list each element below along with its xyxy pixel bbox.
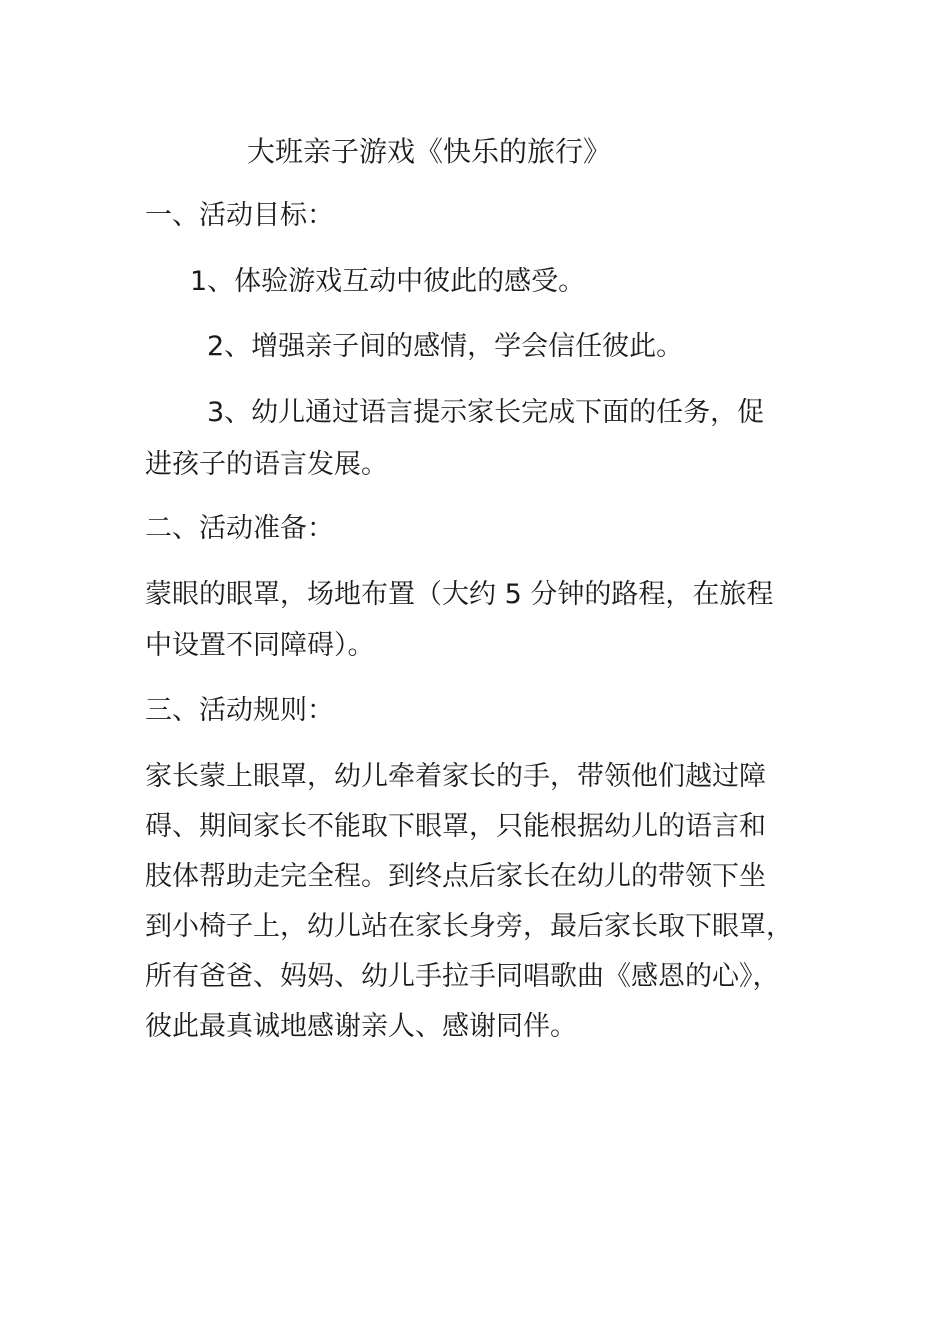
rules-text-line: 碍、期间家长不能取下眼罩，只能根据幼儿的语言和 (145, 811, 766, 842)
section-heading-rules: 三、活动规则： (145, 695, 334, 726)
rules-text-line: 到小椅子上，幼儿站在家长身旁，最后家长取下眼罩， (145, 911, 793, 942)
rules-text-line: 所有爸爸、妈妈、幼儿手拉手同唱歌曲《感恩的心》， (145, 961, 780, 992)
goal-item: 3、幼儿通过语言提示家长完成下面的任务，促 (207, 397, 765, 428)
goal-item-continued: 进孩子的语言发展。 (145, 449, 388, 480)
section-heading-preparation: 二、活动准备： (145, 513, 334, 544)
rules-text-line: 肢体帮助走完全程。到终点后家长在幼儿的带领下坐 (145, 861, 766, 892)
preparation-text-line: 中设置不同障碍）。 (145, 630, 375, 661)
rules-text-line: 家长蒙上眼罩，幼儿牵着家长的手，带领他们越过障 (145, 761, 766, 792)
section-heading-goals: 一、活动目标： (145, 200, 334, 231)
rules-text-line: 彼此最真诚地感谢亲人、感谢同伴。 (145, 1011, 577, 1042)
goal-item: 1、体验游戏互动中彼此的感受。 (190, 266, 586, 297)
preparation-text-line: 蒙眼的眼罩，场地布置（大约 5 分钟的路程，在旅程 (145, 579, 774, 610)
document-title: 大班亲子游戏《快乐的旅行》 (247, 135, 612, 168)
goal-item: 2、增强亲子间的感情，学会信任彼此。 (207, 331, 684, 362)
